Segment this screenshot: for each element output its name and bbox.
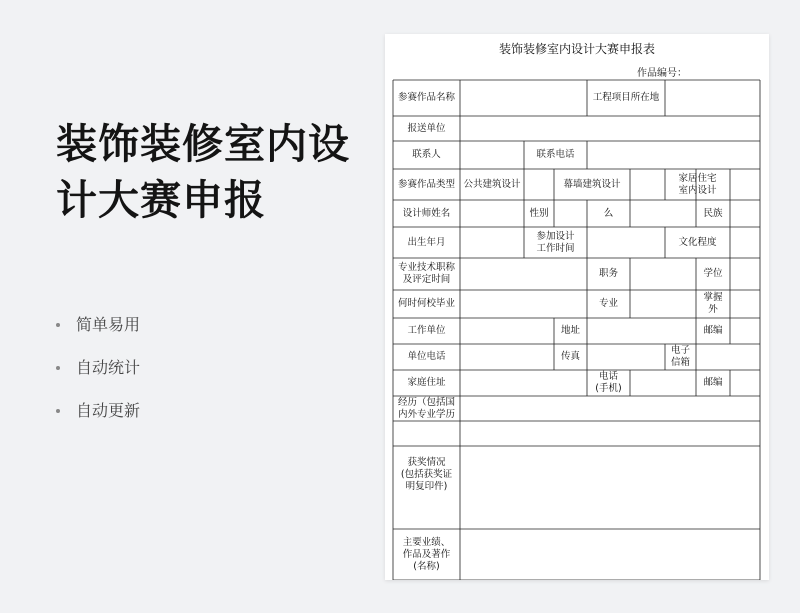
label-education: 文化程度 <box>678 236 717 248</box>
label-experience: 经历（包括国 内外专业学历 <box>397 396 455 420</box>
label-type-residence: 家居住宅 室内设计 <box>678 172 717 196</box>
label-type-curtain: 幕墙建筑设计 <box>563 178 621 190</box>
feature-label: 简单易用 <box>76 315 141 334</box>
label-work-unit: 工作单位 <box>407 325 446 336</box>
label-work-type: 参赛作品类型 <box>397 178 455 190</box>
bullet-icon <box>56 409 60 413</box>
label-position: 职务 <box>598 268 618 279</box>
form-title: 装饰装修室内设计大赛申报表 <box>498 42 655 56</box>
feature-label: 自动更新 <box>76 401 141 420</box>
label-postcode: 邮编 <box>703 325 723 336</box>
label-mo: 么 <box>603 207 614 219</box>
label-mobile: 电话 (手机) <box>595 371 622 394</box>
bullet-icon <box>56 366 60 370</box>
label-degree: 学位 <box>703 268 723 279</box>
label-address: 地址 <box>560 325 580 336</box>
label-submitting-unit: 报送单位 <box>407 122 446 134</box>
feature-list <box>56 310 140 439</box>
label-project-location: 工程项目所在地 <box>592 92 660 103</box>
label-contact-phone: 联系电话 <box>536 149 575 160</box>
feature-item <box>56 396 140 439</box>
label-designer-name: 设计师姓名 <box>402 207 451 219</box>
label-awards: 获奖情况 (包括获奖证 明复印件) <box>400 457 453 492</box>
label-contact: 联系人 <box>412 149 441 160</box>
label-birth-date: 出生年月 <box>407 236 446 248</box>
label-fax: 传真 <box>560 351 580 362</box>
label-major: 专业 <box>598 298 618 309</box>
feature-label: 自动统计 <box>76 358 141 377</box>
label-title-time: 专业技术职称 及评定时间 <box>397 262 455 285</box>
label-email: 电子 信箱 <box>670 345 690 368</box>
label-type-public: 公共建筑设计 <box>463 178 521 190</box>
label-graduation: 何时何校毕业 <box>397 298 455 309</box>
label-work-name: 参赛作品名称 <box>397 92 455 103</box>
feature-item <box>56 310 140 353</box>
label-home-address: 家庭住址 <box>407 377 446 388</box>
feature-item <box>56 353 140 396</box>
label-achievements: 主要业绩、 作品及著作 (名称) <box>402 536 451 572</box>
label-work-years: 参加设计 工作时间 <box>536 230 575 254</box>
bullet-icon <box>56 323 60 327</box>
work-number-label: 作品编号： <box>637 68 687 79</box>
label-postcode-2: 邮编 <box>703 377 723 388</box>
label-unit-phone: 单位电话 <box>407 351 446 362</box>
page-headline: 装饰装修室内设计大赛申报 <box>56 120 350 224</box>
form-document <box>385 34 769 580</box>
label-languages: 掌握 外 <box>703 292 723 315</box>
label-gender: 性别 <box>529 207 549 219</box>
label-ethnicity: 民族 <box>703 207 723 219</box>
